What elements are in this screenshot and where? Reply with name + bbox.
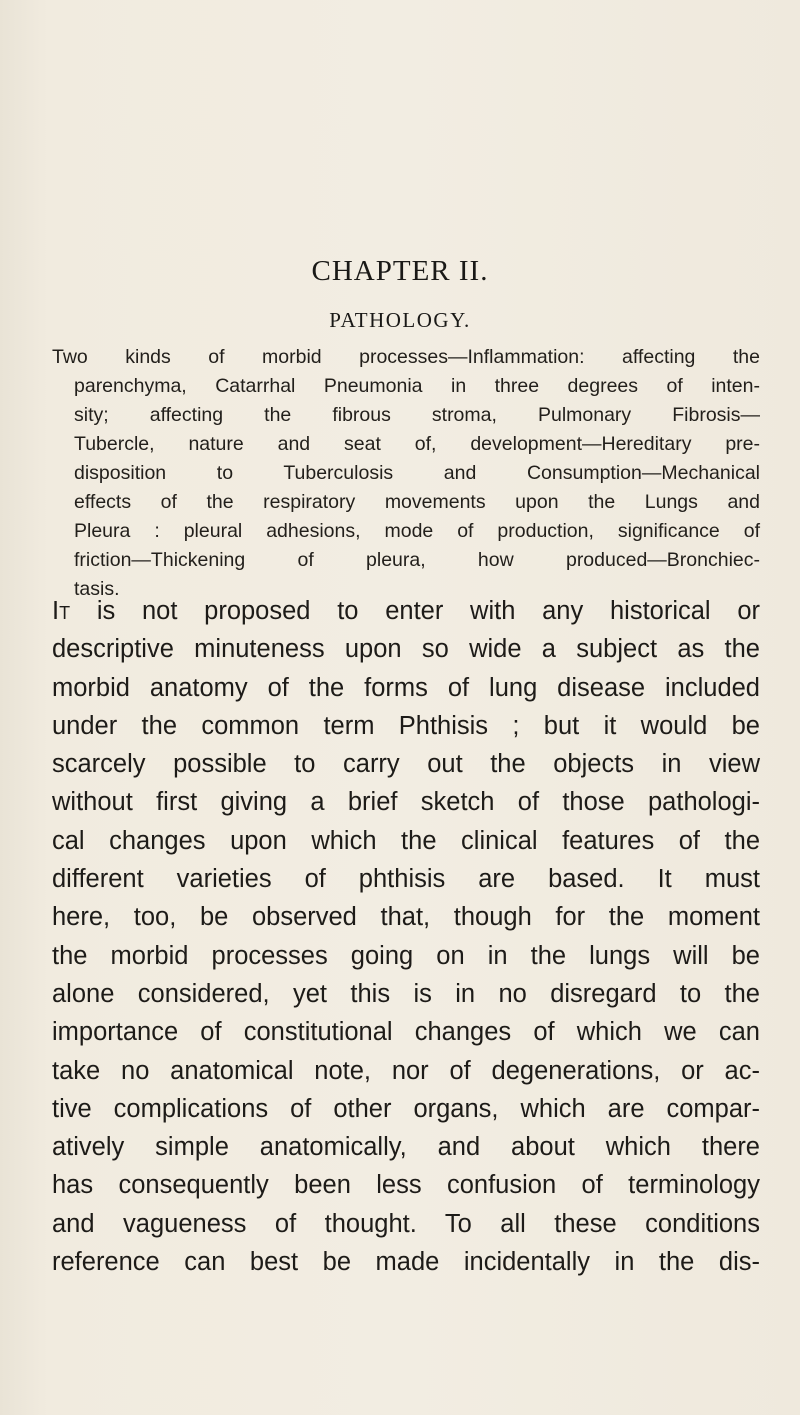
section-title: PATHOLOGY. [329,308,471,332]
synopsis-line: parenchyma, Catarrhal Pneumonia in three degrees of inten- [74,375,760,397]
body-line: under the common term Phthisis ; but it would be [52,711,760,740]
body-line: has consequently been less confusion of terminology [52,1171,760,1200]
synopsis-line: Tubercle, nature and seat of, development—Hereditary pre- [74,433,760,455]
body-line: without first giving a brief sketch of those pathologi- [52,788,760,817]
body-line: cal changes upon which the clinical features of the [52,826,760,855]
body-line: atively simple anatomically, and about which there [52,1133,760,1162]
body-line: importance of constitutional changes of which we can [52,1018,760,1047]
chapter-title: CHAPTER II. [311,255,489,287]
body-line: scarcely possible to carry out the objects in view [52,750,760,779]
body-line: alone considered, yet this is in no disregard to the [52,979,760,1008]
body-paragraph [52,592,760,1281]
first-line-text: is not proposed to enter with any historical or [70,597,760,625]
body-line: here, too, be observed that, though for the moment [52,903,760,932]
body-line: the morbid processes going on in the lungs will be [52,941,760,970]
body-line: reference can best be made incidentally in the dis- [52,1248,760,1277]
synopsis-line: tasis. [74,578,120,600]
drop-word: It [52,597,71,625]
synopsis-line: friction—Thickening of pleura, how produced—Bronchiec- [74,549,760,571]
synopsis-line: Pleura : pleural adhesions, mode of production, significance of [74,520,760,542]
body-line: different varieties of phthisis are based. It must [52,865,760,894]
chapter-synopsis [52,343,760,604]
body-line: and vagueness of thought. To all these conditions [52,1209,760,1238]
body-line: tive complications of other organs, which are compar- [52,1094,760,1123]
synopsis-line: disposition to Tuberculosis and Consumption—Mechanical [74,462,760,484]
synopsis-line: effects of the respiratory movements upon the Lungs and [74,491,760,513]
body-line [52,592,760,630]
body-line: morbid anatomy of the forms of lung disease included [52,673,760,702]
synopsis-line: sity; affecting the fibrous stroma, Pulmonary Fibrosis— [74,404,760,426]
synopsis-line: Two kinds of morbid processes—Inflammation: affecting the [52,346,760,368]
body-line: descriptive minuteness upon so wide a subject as the [52,635,760,664]
body-line: take no anatomical note, nor of degenerations, or ac- [52,1056,760,1085]
